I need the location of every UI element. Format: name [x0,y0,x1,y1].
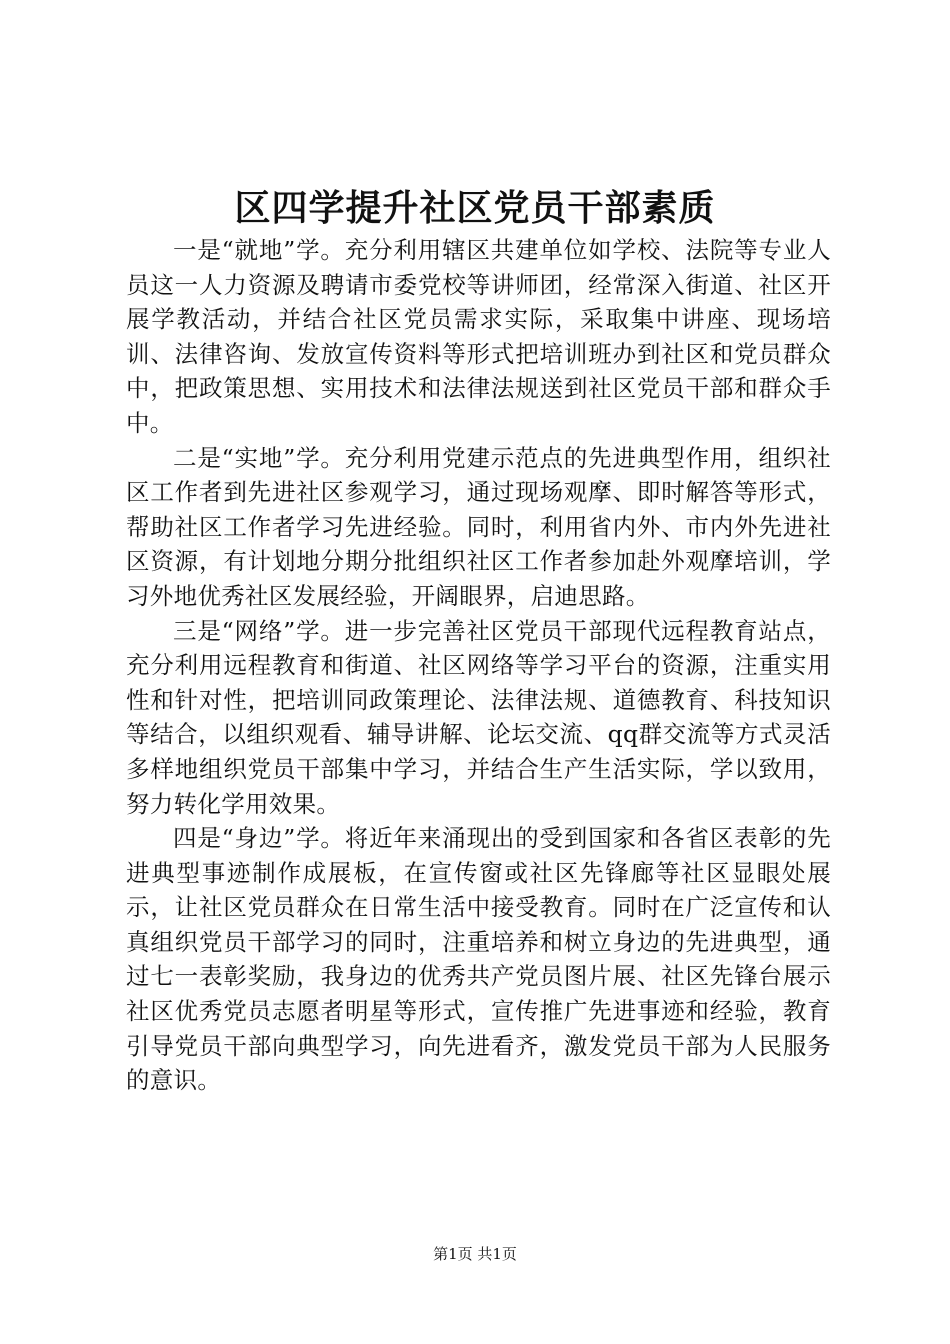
document-title: 区四学提升社区党员干部素质 [234,187,716,229]
paragraph-3: 三是“网络”学。进一步完善社区党员干部现代远程教育站点，充分利用远程教育和街道、社区网络等学习平台的资源，注重实用性和针对性，把培训同政策理论、法律法规、道德教育、科技知识等结合，以组织观看、辅导讲解、论坛交流、qq群交流等方式灵活多样地组织党员干部集中学习，并结合生产生活实际，学以致用，努力转化学用效果。 [126,616,831,818]
paragraph-4: 四是“身边”学。将近年来涌现出的受到国家和各省区表彰的先进典型事迹制作成展板，在宣传窗或社区先锋廊等社区显眼处展示，让社区党员群众在日常生活中接受教育。同时在广泛宣传和认真组织党员干部学习的同时，注重培养和树立身边的先进典型，通过七一表彰奖励，我身边的优秀共产党员图片展、社区先锋台展示社区优秀党员志愿者明星等形式，宣传推广先进事迹和经验，教育引导党员干部向典型学习，向先进看齐，激发党员干部为人民服务的意识。 [126,824,831,1095]
document-body [126,233,831,1098]
page-footer: 第1页 共1页 [433,1245,517,1263]
paragraph-2: 二是“实地”学。充分利用党建示范点的先进典型作用，组织社区工作者到先进社区参观学习，通过现场观摩、即时解答等形式，帮助社区工作者学习先进经验。同时，利用省内外、市内外先进社区资源，有计划地分期分批组织社区工作者参加赴外观摩培训，学习外地优秀社区发展经验，开阔眼界，启迪思路。 [126,443,831,610]
paragraph-1: 一是“就地”学。充分利用辖区共建单位如学校、法院等专业人员这一人力资源及聘请市委党校等讲师团，经常深入街道、社区开展学教活动，并结合社区党员需求实际，采取集中讲座、现场培训、法律咨询、发放宣传资料等形式把培训班办到社区和党员群众中，把政策思想、实用技术和法律法规送到社区党员干部和群众手中。 [126,236,831,437]
